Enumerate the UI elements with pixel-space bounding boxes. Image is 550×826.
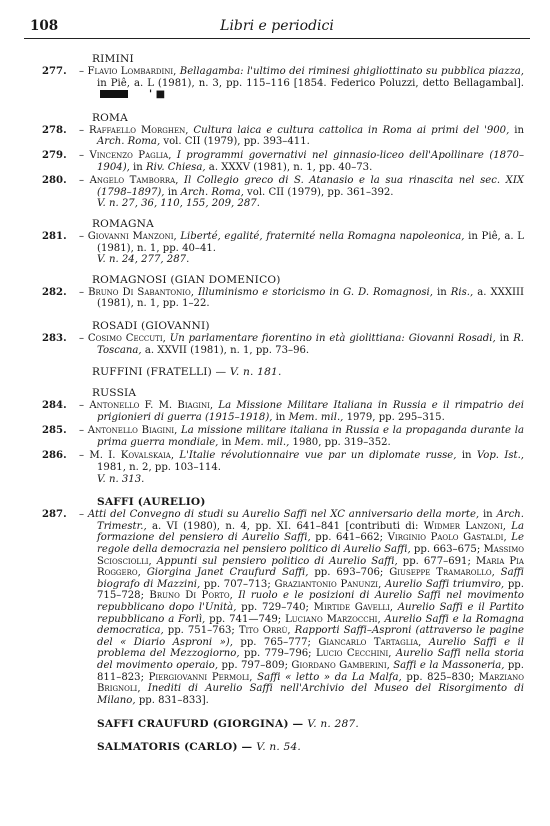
entry-title: La missione militare italiana in Russia e la propaganda durante la prima guerra mondiale, [97, 425, 524, 448]
entry-number: 282. [42, 286, 67, 298]
entry-citation: in [479, 509, 497, 521]
contribution-title: Rapporti Saffi–Asproni (attraverso le pagine del « Diario Asproni »), [97, 625, 524, 648]
entry-287 [42, 509, 524, 706]
cross-reference: V. n. 27, 36, 110, 155, 209, 287. [97, 198, 260, 210]
contribution-title: Saffi biografo di Mazzini, [97, 567, 524, 590]
contribution-title: Aurelio Saffi triumviro, [381, 578, 505, 590]
entry-citation: in Piê, a. L (1981), n. 3, pp. 115–116 [1854. Federico Poluzzi, detto Bellagambal]. [97, 77, 524, 89]
entry-journal: Ris., [450, 286, 474, 298]
entry-number: 278. [42, 124, 67, 136]
entry-citation: in Piê, a. L (1981), n. 1, pp. 40–41. [97, 230, 524, 254]
entry-text [79, 149, 524, 173]
contributor-name: Graziantonio Panunzi, [274, 578, 382, 590]
entry-title: Bellagamba: l'ultimo dei riminesi ghigliottinato su pubblica piazza, [179, 66, 524, 77]
entry-citation: in [129, 161, 146, 173]
contribution-pages: pp. 715–728; [97, 578, 524, 602]
entry-281 [42, 231, 524, 266]
contributor-name: Massimo Sciosciolli, [97, 544, 524, 567]
contributor-name: Virginio Paolo Gastaldi, [387, 532, 507, 544]
entry-journal: R. Toscana, [97, 332, 524, 356]
contribution-pages: pp. 707–713; [200, 578, 275, 590]
contribution-title: Il ruolo e le posizioni di Aurelio Saffi nel movimento repubblicano dopo l'Unità, [97, 590, 524, 613]
section-heading-romagna: ROMAGNA [92, 217, 154, 230]
entry-number: 279. [42, 149, 67, 161]
entry-number: 285. [42, 425, 67, 437]
contribution-pages: pp. 831–833]. [135, 694, 209, 706]
entry-title: L'Italie révolutionnaire vue par un diplomate russe, [179, 450, 457, 462]
entry-author: – Antonello Biagini, [79, 425, 182, 437]
entry-author: – M. I. Kovalskaia, [79, 450, 180, 462]
entry-283 [42, 333, 524, 356]
entry-journal: Mem. mil., [288, 411, 344, 423]
contribution-title: Aurelio Saffi e la Romagna democratica, [97, 613, 525, 637]
entry-author: – Vincenzo Paglia, [79, 149, 177, 161]
contribution-pages: pp. 641–662; [310, 532, 388, 544]
cross-reference: V. n. 54. [256, 741, 301, 754]
contributor-name: Lucio Cecchini, [316, 648, 392, 660]
section-heading-romagnosi: ROMAGNOSI (GIAN DOMENICO) [92, 273, 281, 286]
entry-title: Illuminismo e storicismo in G. D. Romagnosi, [197, 286, 433, 298]
entry-286 [42, 450, 524, 485]
entry-citation: vol. CII (1979), pp. 361–392. [243, 186, 394, 198]
contributor-name: Tito Orrù, [238, 625, 291, 637]
contributor-name: Luciano Marzocchi, [285, 613, 381, 625]
entry-text [79, 509, 525, 706]
entry-citation: a. VI (1980), n. 4, pp. XI. 641–841 [contributi di: [146, 520, 424, 532]
entry-journal: Arch. Roma, [97, 136, 161, 148]
entry-number: 284. [42, 400, 67, 412]
contribution-title: Inediti di Aurelio Saffi nell'Archivio del Museo del Risorgimento di Milano, [97, 683, 524, 706]
entry-citation: in [218, 436, 235, 448]
entry-279 [42, 150, 524, 173]
contribution-title: Aurelio Saffi nella storia del movimento operaio, [97, 648, 524, 671]
section-heading-text: RUFFINI (FRATELLI) — [92, 366, 230, 379]
section-heading-text: SALMATORIS (CARLO) — [97, 741, 257, 754]
contribution-pages: pp. 741—749; [205, 613, 286, 625]
entry-author: – Angelo Tamborra, [79, 175, 184, 187]
entry-author: – Cosimo Ceccuti, [79, 332, 170, 344]
entry-title: I programmi governativi nel ginnasio-liceo dell'Apollinare (1870–1904), [97, 149, 524, 173]
contribution-title: Aurelio Saffi e il problema del Mezzogiorno, [97, 636, 524, 660]
entry-text [79, 425, 524, 448]
entry-text [79, 175, 524, 210]
entry-journal: Arch. Trimestr., [97, 509, 524, 532]
contribution-title: Le regole della democrazia nel pensiero politico di Aurelio Saffi, [97, 532, 524, 556]
entry-text [79, 400, 524, 423]
entry-title: Un parlamentare fiorentino in età giolittiana: Giovanni Rosadi, [169, 332, 496, 344]
contribution-title: Giorgina Janet Craufurd Saffi, [140, 567, 309, 579]
contributor-name: Marziano Brignoli, [97, 671, 524, 695]
entry-citation: a. XXXV (1981), n. 1, pp. 40–73. [205, 161, 373, 173]
entry-278 [42, 125, 524, 148]
cross-reference: V. n. 24, 277, 287. [97, 254, 190, 266]
contributor-name: Giuseppe Tramarollo, [389, 567, 495, 579]
entry-number: 287. [42, 509, 67, 521]
running-header [24, 18, 530, 39]
entry-author: – Antonello F. M. Biagini, [79, 400, 219, 412]
entry-author: – Bruno Di Sabantonio, [79, 286, 198, 298]
contribution-title: La formazione del pensiero di Aurelio Saffi, [97, 520, 525, 544]
contribution-title: Appunti sul pensiero politico di Aurelio Saffi, [151, 555, 398, 567]
entry-journal: Arch. Roma, [180, 186, 244, 198]
entry-284 [42, 400, 524, 423]
entry-journal: Mem. mil., [234, 436, 290, 448]
contributor-name: Giordano Gamberini, [291, 659, 390, 671]
contribution-pages: pp. 779–796; [239, 648, 317, 660]
contributor-name: Widmer Lanzoni, [423, 520, 506, 532]
bibliography-body [42, 53, 524, 754]
page-number: 108 [30, 18, 59, 34]
entry-title: Liberté, egalité, fraternité nella Romagna napoleonica, [180, 230, 465, 242]
entry-285 [42, 425, 524, 448]
contribution-pages: pp. 693–706; [308, 567, 390, 579]
entry-author: – Flavio Lombardini, [79, 66, 180, 77]
ink-smudge [100, 90, 128, 98]
contributor-name: Bruno Di Porto, [149, 590, 233, 602]
cross-reference: V. n. 313. [97, 473, 145, 485]
contribution-pages: pp. 729–740; [236, 602, 314, 613]
entry-number: 280. [42, 175, 67, 187]
entry-title: La Missione Militare Italiana in Russia e il rimpatrio dei prigionieri di guerra (1915–1918), [97, 400, 524, 423]
contribution-title: Saffi « letto » da La Malfa, [252, 671, 402, 683]
section-heading-russia: RUSSIA [92, 387, 137, 400]
entry-journal: Vop. Ist., [476, 450, 524, 462]
contribution-pages: pp. 663–675; [410, 544, 484, 556]
entry-citation: 1981, n. 2, pp. 103–114. [97, 462, 221, 474]
contributor-name: Mirtide Gavelli, [313, 602, 393, 613]
entry-citation: a. XXVII (1981), n. 1, pp. 73–96. [141, 344, 310, 356]
entry-number: 277. [42, 66, 67, 77]
entry-number: 281. [42, 230, 67, 242]
entry-text [79, 124, 524, 148]
entry-citation: in [432, 286, 451, 298]
section-heading-saffi: SAFFI (AURELIO) [97, 496, 206, 509]
entry-citation: in [509, 124, 524, 136]
cross-reference: V. n. 287. [307, 718, 359, 731]
section-heading-roma: ROMA [92, 111, 128, 124]
section-heading-rimini: RIMINI [92, 53, 134, 65]
entry-number: 283. [42, 332, 67, 344]
section-heading-ruffini [92, 366, 524, 379]
entry-280 [42, 175, 524, 210]
entry-text [79, 230, 524, 266]
contribution-pages: pp. 677–691; [397, 555, 476, 567]
entry-citation: 1980, pp. 319–352. [289, 436, 391, 448]
entry-citation: in [495, 332, 514, 344]
contribution-pages: pp. 825–830; [401, 671, 479, 683]
entry-277 [42, 66, 524, 101]
entry-title: Cultura laica e cultura cattolica in Roma ai primi del '900, [193, 124, 510, 136]
section-heading-salmatoris [97, 741, 524, 754]
contribution-pages: pp. 751–763; [163, 625, 239, 637]
contributor-name: Piergiovanni Permoli, [148, 671, 253, 683]
contribution-pages: pp. 765–777; [232, 636, 319, 648]
entry-citation: in [164, 186, 181, 198]
entry-number: 286. [42, 450, 67, 462]
entry-text: – Flavio Lombardini, Bellagamba: l'ultimo dei riminesi ghigliottinato su pubblica piazza, in Piê, a. L (1981), n. 3, pp. 115–116 [1854. Federico Poluzzi, detto Bellagambal]. ' ■ [79, 66, 524, 101]
entry-citation: vol. CII (1979), pp. 393–411. [160, 136, 310, 148]
running-title: Libri e periodici [220, 18, 334, 34]
entry-title: Il Collegio greco di S. Atanasio e la sua rinascita nel sec. XIX (1798–1897), [97, 175, 524, 198]
entry-citation: 1979, pp. 295–315. [343, 411, 445, 423]
entry-text [79, 332, 524, 356]
entry-author: – Raffaello Morghen, [79, 124, 194, 136]
entry-citation: in [456, 450, 477, 462]
entry-text [79, 450, 524, 485]
contributor-name: Giancarlo Tartaglia, [318, 636, 422, 648]
contribution-title: Saffi e la Massoneria, [389, 659, 505, 671]
entry-citation: a. XXXIII (1981), n. 1, pp. 1–22. [97, 286, 524, 310]
contribution-pages: pp. 797–809; [218, 659, 292, 671]
entry-title: – Atti del Convegno di studi su Aurelio Saffi nel XC anniversario della morte, [79, 509, 480, 521]
contribution-title: Aurelio Saffi e il Partito repubblicano a Forlì, [97, 602, 524, 625]
section-heading-saffi-craufurd [97, 718, 524, 731]
section-heading-text: SAFFI CRAUFURD (GIORGINA) — [97, 718, 308, 731]
section-heading-rosadi: ROSADI (GIOVANNI) [92, 319, 210, 332]
cross-reference: V. n. 181. [229, 366, 282, 379]
entry-author: – Giovanni Manzoni, [79, 230, 181, 242]
entry-citation: in [272, 411, 289, 423]
entry-282 [42, 287, 524, 310]
contributor-name: Maria Pia Roggero, [97, 555, 524, 579]
entry-text [79, 286, 524, 310]
entry-journal: Riv. Chiesa, [146, 161, 206, 173]
contribution-pages: pp. 811–823; [97, 659, 524, 683]
